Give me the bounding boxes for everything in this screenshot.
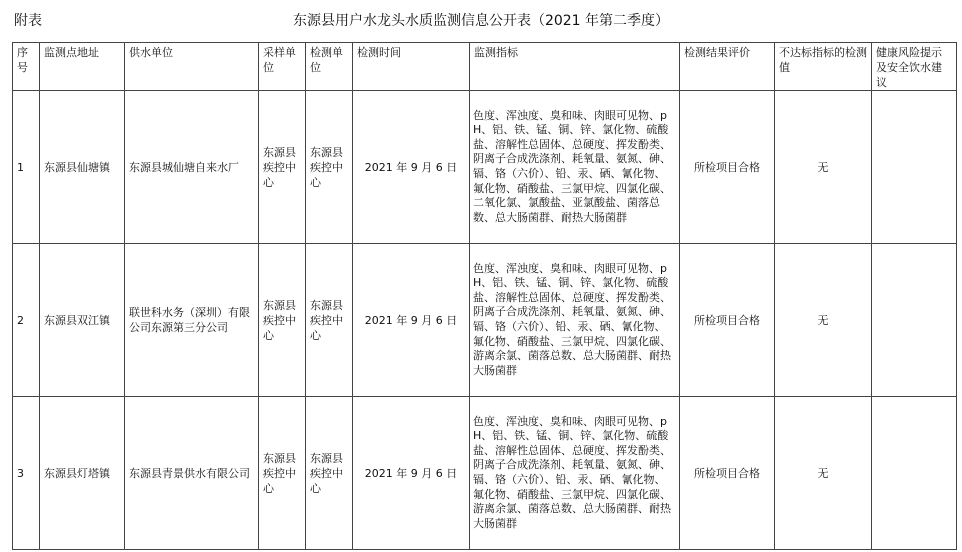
- cell-testing-unit: 东源县疾控中心: [306, 244, 353, 397]
- cell-address: 东源县双江镇: [40, 244, 125, 397]
- col-header-result: 检测结果评价: [680, 43, 775, 91]
- col-header-address: 监测点地址: [40, 43, 125, 91]
- cell-seq: 1: [13, 91, 40, 244]
- col-header-sampling-unit: 采样单位: [259, 43, 306, 91]
- cell-supplier: 东源县青景供水有限公司: [125, 397, 259, 550]
- cell-indicators: 色度、浑浊度、臭和味、肉眼可见物、pH、铝、铁、锰、铜、锌、氯化物、硫酸盐、溶解性总固体、总硬度、挥发酚类、阴离子合成洗涤剂、耗氧量、氨氮、砷、镉、铬（六价）、铅、汞、硒、氰化物、氟化物、硝酸盐、三氯甲烷、四氯化碳、游离余氯、菌落总数、总大肠菌群、耐热大肠菌群: [470, 244, 680, 397]
- col-header-test-date: 检测时间: [353, 43, 470, 91]
- cell-failed-value: 无: [775, 91, 872, 244]
- cell-supplier: 东源县城仙塘自来水厂: [125, 91, 259, 244]
- cell-sampling-unit: 东源县疾控中心: [259, 397, 306, 550]
- water-quality-table: [12, 42, 957, 550]
- cell-testing-unit: 东源县疾控中心: [306, 397, 353, 550]
- cell-seq: 2: [13, 244, 40, 397]
- cell-result: 所检项目合格: [680, 91, 775, 244]
- table-header-row: [13, 43, 957, 91]
- col-header-failed-value: 不达标指标的检测值: [775, 43, 872, 91]
- cell-sampling-unit: 东源县疾控中心: [259, 244, 306, 397]
- cell-test-date: 2021 年 9 月 6 日: [353, 397, 470, 550]
- cell-test-date: 2021 年 9 月 6 日: [353, 91, 470, 244]
- col-header-indicators: 监测指标: [470, 43, 680, 91]
- cell-indicators: 色度、浑浊度、臭和味、肉眼可见物、pH、铝、铁、锰、铜、锌、氯化物、硫酸盐、溶解性总固体、总硬度、挥发酚类、阴离子合成洗涤剂、耗氧量、氨氮、砷、镉、铬（六价）、铅、汞、硒、氰化物、氟化物、硝酸盐、三氯甲烷、四氯化碳、游离余氯、菌落总数、总大肠菌群、耐热大肠菌群: [470, 397, 680, 550]
- cell-address: 东源县仙塘镇: [40, 91, 125, 244]
- cell-seq: 3: [13, 397, 40, 550]
- col-header-supplier: 供水单位: [125, 43, 259, 91]
- cell-indicators: 色度、浑浊度、臭和味、肉眼可见物、pH、铝、铁、锰、铜、锌、氯化物、硫酸盐、溶解性总固体、总硬度、挥发酚类、阴离子合成洗涤剂、耗氧量、氨氮、砷、镉、铬（六价）、铅、汞、硒、氰化物、氟化物、硝酸盐、三氯甲烷、四氯化碳、二氧化氯、氯酸盐、亚氯酸盐、菌落总数、总大肠菌群、耐热大肠菌群: [470, 91, 680, 244]
- cell-test-date: 2021 年 9 月 6 日: [353, 244, 470, 397]
- page-title: 东源县用户水龙头水质监测信息公开表（2021 年第二季度）: [292, 13, 670, 29]
- cell-supplier: 联世科水务（深圳）有限公司东源第三分公司: [125, 244, 259, 397]
- table-row: [13, 397, 957, 550]
- appendix-label: 附表: [14, 13, 42, 29]
- cell-advice: [872, 244, 957, 397]
- col-header-seq: 序号: [13, 43, 40, 91]
- cell-advice: [872, 397, 957, 550]
- cell-sampling-unit: 东源县疾控中心: [259, 91, 306, 244]
- cell-result: 所检项目合格: [680, 397, 775, 550]
- table-row: [13, 91, 957, 244]
- table-row: [13, 244, 957, 397]
- col-header-advice: 健康风险提示及安全饮水建议: [872, 43, 957, 91]
- cell-advice: [872, 91, 957, 244]
- cell-result: 所检项目合格: [680, 244, 775, 397]
- cell-failed-value: 无: [775, 244, 872, 397]
- col-header-testing-unit: 检测单位: [306, 43, 353, 91]
- cell-testing-unit: 东源县疾控中心: [306, 91, 353, 244]
- cell-address: 东源县灯塔镇: [40, 397, 125, 550]
- cell-failed-value: 无: [775, 397, 872, 550]
